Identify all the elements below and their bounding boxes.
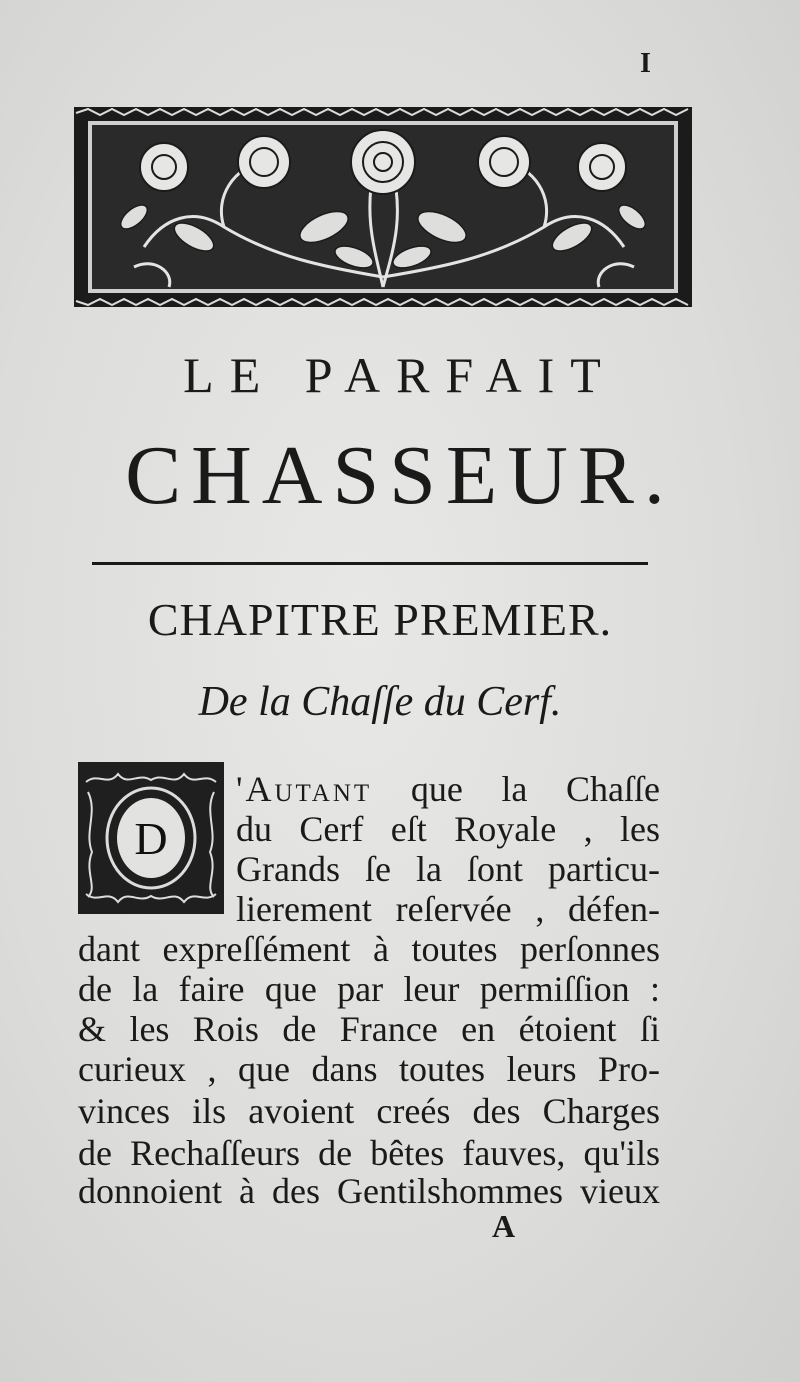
text-line-8: curieux , que dans toutes leurs Pro- bbox=[78, 1049, 660, 1089]
signature-mark: A bbox=[492, 1208, 516, 1244]
drop-cap-letter: D bbox=[134, 812, 168, 864]
book-title-line-1: LE PARFAIT bbox=[183, 347, 617, 403]
text-line-7: & les Rois de France en étoient ſi bbox=[78, 1009, 660, 1049]
text-line-11: donnoient à des Gentilshommes vieux bbox=[78, 1171, 660, 1211]
text-line-1-rest: que la Chaſſe bbox=[372, 769, 660, 809]
chapter-heading: CHAPITRE PREMIER. bbox=[147, 594, 613, 645]
floral-headpiece-ornament bbox=[74, 107, 692, 307]
chapter-subtitle: De la Chaſſe du Cerf. bbox=[198, 679, 562, 725]
text-line-5: dant expreſſément à toutes perſonnes bbox=[78, 929, 660, 969]
first-word-small-caps: 'Autant bbox=[236, 769, 373, 809]
text-line-4: lierement reſervée , défen- bbox=[236, 889, 660, 929]
ornamental-drop-cap bbox=[78, 762, 224, 914]
text-line-1 bbox=[236, 768, 660, 810]
horizontal-rule bbox=[92, 562, 648, 565]
text-line-2: du Cerf eſt Royale , les bbox=[236, 809, 660, 849]
text-line-10: de Rechaſſeurs de bêtes fauves, qu'ils bbox=[78, 1133, 660, 1173]
text-line-3: Grands ſe la ſont particu- bbox=[236, 849, 660, 889]
page-number: I bbox=[640, 48, 651, 79]
text-line-6: de la faire que par leur permiſſion : bbox=[78, 969, 660, 1009]
text-line-9: vinces ils avoient creés des Charges bbox=[78, 1091, 660, 1131]
book-title-line-2: CHASSEUR. bbox=[125, 429, 675, 522]
